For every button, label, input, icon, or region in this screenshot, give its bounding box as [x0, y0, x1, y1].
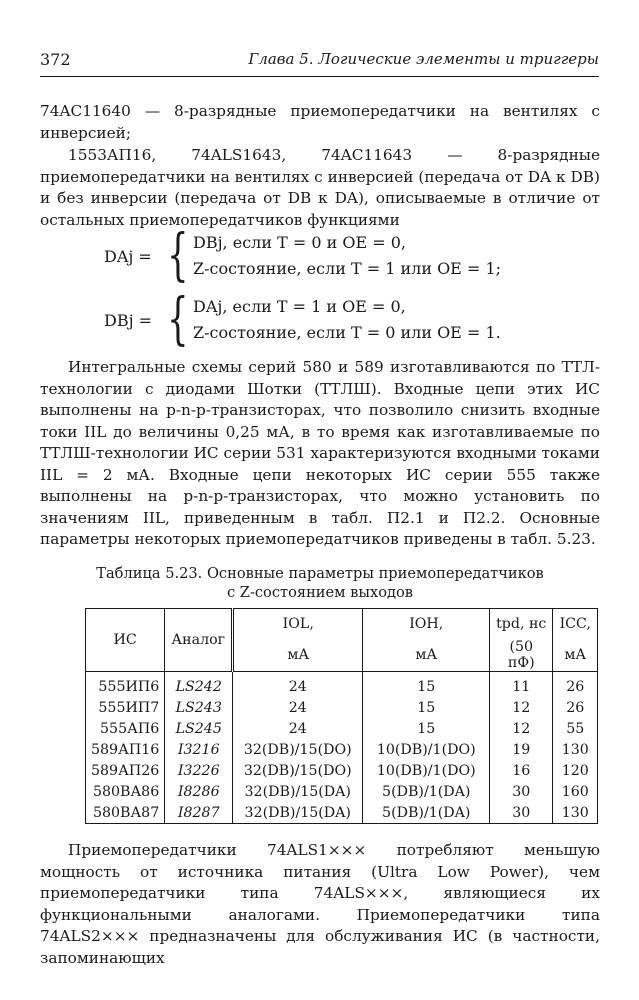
- header-rule: [40, 76, 599, 77]
- formula-da-case-2: Z-состояние, если T = 1 или OE = 1;: [193, 259, 502, 278]
- formula-db-case-1: DAj, если T = 1 и OE = 0,: [193, 297, 406, 316]
- cell-ioh: 15: [363, 718, 490, 739]
- page-number: 372: [40, 50, 71, 69]
- cell-analog: I8287: [165, 802, 233, 824]
- th-ic: ИС: [86, 609, 165, 672]
- cell-icc: 26: [553, 672, 598, 698]
- th-analog: Аналог: [165, 609, 233, 672]
- cell-icc: 120: [553, 760, 598, 781]
- th-icc: ICC,: [553, 609, 598, 640]
- cell-icc: 130: [553, 802, 598, 824]
- cell-icc: 130: [553, 739, 598, 760]
- cell-ioh: 5(DB)/1(DA): [363, 781, 490, 802]
- cell-analog: I8286: [165, 781, 233, 802]
- cell-tpd: 12: [490, 697, 553, 718]
- table-caption-line-2: с Z-состоянием выходов: [227, 584, 413, 601]
- th-iol: IOL,: [233, 609, 363, 640]
- cell-tpd: 12: [490, 718, 553, 739]
- table-row: [86, 760, 598, 781]
- cell-ic: 555ИП7: [86, 697, 165, 718]
- cell-iol: 24: [233, 718, 363, 739]
- cell-analog: LS242: [165, 672, 233, 698]
- cell-ic: 580ВА86: [86, 781, 165, 802]
- running-header: [40, 50, 599, 74]
- formula-db-case-2: Z-состояние, если T = 0 или OE = 1.: [193, 323, 501, 342]
- th-tpd-unit: (50 пФ): [490, 639, 553, 672]
- cell-icc: 160: [553, 781, 598, 802]
- table-row: [86, 781, 598, 802]
- table-row: [86, 739, 598, 760]
- cell-analog: LS243: [165, 697, 233, 718]
- cell-iol: 24: [233, 697, 363, 718]
- th-ioh: IOH,: [363, 609, 490, 640]
- cell-ic: 555АП6: [86, 718, 165, 739]
- cell-ic: 555ИП6: [86, 672, 165, 698]
- cell-ic: 580ВА87: [86, 802, 165, 824]
- parameters-table: [85, 608, 598, 824]
- cell-icc: 55: [553, 718, 598, 739]
- cell-iol: 24: [233, 672, 363, 698]
- formula-db-lhs: DBj =: [104, 311, 153, 330]
- cell-ioh: 10(DB)/1(DO): [363, 760, 490, 781]
- cell-tpd: 30: [490, 802, 553, 824]
- paragraph-4: Приемопередатчики 74ALS1××× потребляют меньшую мощность от источника питания (Ultra Low Power), чем приемопередатчики типа 74ALS×××, являющиеся их функциональными аналогами. Приемопередатчики типа 74ALS2××× предназначены для обслуживания ИС (в частности, запоминающих: [40, 841, 600, 967]
- th-icc-unit: мА: [553, 639, 598, 672]
- paragraph-2: 1553АП16, 74ALS1643, 74AC11643 — 8-разрядные приемопередатчики на вентилях с инверсией (передача от DA к DB) и без инверсии (передача от DB к DA), описываемые в отличие от остальных приемопередатчиков функциями: [40, 146, 600, 229]
- formula-da-case-1: DBj, если T = 0 и OE = 0,: [193, 233, 406, 252]
- paragraph-1: 74AC11640 — 8-разрядные приемопередатчики на вентилях с инверсией;: [40, 102, 600, 142]
- table-row: [86, 672, 598, 698]
- cell-ioh: 5(DB)/1(DA): [363, 802, 490, 824]
- cell-tpd: 30: [490, 781, 553, 802]
- cell-tpd: 11: [490, 672, 553, 698]
- table-row: [86, 697, 598, 718]
- th-tpd: tpd, нс: [490, 609, 553, 640]
- th-ioh-unit: мА: [363, 639, 490, 672]
- cell-iol: 32(DB)/15(DA): [233, 802, 363, 824]
- cell-ic: 589АП26: [86, 760, 165, 781]
- cell-tpd: 19: [490, 739, 553, 760]
- paragraph-3: Интегральные схемы серий 580 и 589 изготавливаются по ТТЛ-технологии с диодами Шотки (ТТЛШ). Входные цепи этих ИС выполнены на p-n-p-транзисторах, что позволило снизить входные токи IIL до величины 0,25 мА, в то время как изготавливаемые по ТТЛШ-технологии ИС серии 531 характеризуются входными токами IIL = 2 мА. Входные цепи некоторых ИС серии 555 также выполнены на p-n-p-транзисторах, что можно установить по значениям IIL, приведенным в табл. П2.1 и П2.2. Основные параметры некоторых приемопередатчиков приведены в табл. 5.23.: [40, 358, 600, 548]
- th-iol-unit: мА: [233, 639, 363, 672]
- cell-ioh: 10(DB)/1(DO): [363, 739, 490, 760]
- cell-iol: 32(DB)/15(DO): [233, 739, 363, 760]
- cell-iol: 32(DB)/15(DO): [233, 760, 363, 781]
- cell-iol: 32(DB)/15(DA): [233, 781, 363, 802]
- chapter-title: Глава 5. Логические элементы и триггеры: [248, 50, 599, 68]
- cell-analog: I3216: [165, 739, 233, 760]
- table-row: [86, 802, 598, 824]
- cell-analog: I3226: [165, 760, 233, 781]
- table-caption-line-1: Таблица 5.23. Основные параметры приемопередатчиков: [96, 565, 544, 582]
- cell-tpd: 16: [490, 760, 553, 781]
- cell-icc: 26: [553, 697, 598, 718]
- cell-analog: LS245: [165, 718, 233, 739]
- cell-ioh: 15: [363, 672, 490, 698]
- formula-da-lhs: DAj =: [104, 247, 152, 266]
- formula-da-brace: {: [167, 223, 189, 288]
- cell-ic: 589АП16: [86, 739, 165, 760]
- cell-ioh: 15: [363, 697, 490, 718]
- table-row: [86, 718, 598, 739]
- formula-db-brace: {: [167, 287, 189, 352]
